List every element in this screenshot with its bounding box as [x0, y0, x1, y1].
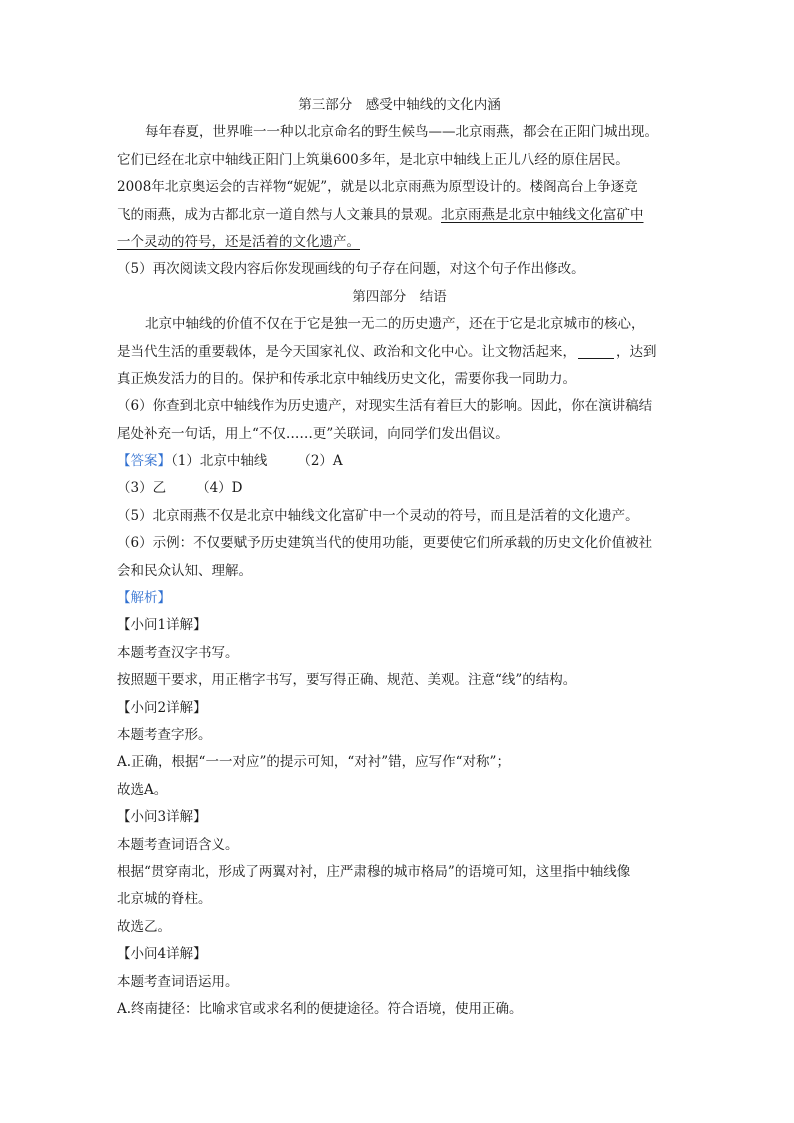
- analysis-line: 本题考查词语运用。: [117, 973, 239, 990]
- paragraph-text: 是当代生活的重要载体，是今天国家礼仪、政治和文化中心。让文物活起来，: [117, 343, 576, 360]
- answer-2: （2）A: [297, 453, 343, 470]
- analysis-line: A.终南捷径：比喻求官或求名利的便捷途径。符合语境，使用正确。: [117, 1000, 523, 1017]
- subquestion-title: 【小问1详解】: [117, 617, 207, 634]
- question-5: （5）再次阅读文段内容后你发现画线的句子存在问题，对这个句子作出修改。: [117, 261, 585, 278]
- analysis-line: A.正确，根据“一一对应”的提示可知，“对衬”错，应写作“对称”；: [117, 754, 510, 771]
- answer-line: [117, 448, 682, 475]
- subquestion-title: 【小问4详解】: [117, 946, 207, 963]
- analysis-line: 北京城的脊柱。: [117, 891, 212, 908]
- paragraph-line: 北京中轴线的价值不仅在于它是独一无二的历史遗产，还在于它是北京城市的核心，: [145, 316, 645, 333]
- answer-3: （3）乙: [117, 480, 167, 497]
- answer-1: （1）北京中轴线: [171, 453, 268, 470]
- paragraph-text: 飞的雨燕，成为古都北京一道自然与人文兼具的景观。: [117, 206, 441, 223]
- analysis-line: 故选乙。: [117, 918, 171, 935]
- paragraph-line: [117, 229, 682, 256]
- subquestion-title: 【小问3详解】: [117, 809, 207, 826]
- question-6: （6）你查到北京中轴线作为历史遗产，对现实生活有着巨大的影响。因此，你在演讲稿结: [117, 398, 653, 415]
- answer-line: [117, 475, 682, 502]
- part4-heading: 第四部分 结语: [352, 288, 447, 305]
- subquestion-title: 【小问2详解】: [117, 699, 207, 716]
- answer-6: （6）示例：不仅要赋予历史建筑当代的使用功能，更要使它们所承载的历史文化价值被社: [117, 535, 653, 552]
- paragraph-line: 它们已经在北京中轴线正阳门上筑巢600多年，是北京中轴线上正儿八经的原住居民。: [117, 151, 629, 168]
- fill-in-blank: [578, 342, 614, 359]
- underlined-sentence: 北京雨燕是北京中轴线文化富矿中: [441, 206, 644, 223]
- question-6-cont: 尾处补充一句话，用上“不仅……更”关联词，向同学们发出倡议。: [117, 425, 509, 442]
- document-content: [117, 92, 682, 1023]
- paragraph-line: 真正焕发活力的目的。保护和传承北京中轴线历史文化，需要你我一同助力。: [117, 370, 576, 387]
- analysis-line: 本题考查词语含义。: [117, 836, 239, 853]
- answer-5: （5）北京雨燕不仅是北京中轴线文化富矿中一个灵动的符号，而且是活着的文化遗产。: [117, 507, 639, 524]
- answer-4: （4）D: [196, 480, 243, 497]
- paragraph-line: [117, 202, 682, 229]
- part3-heading: 第三部分 感受中轴线的文化内涵: [298, 97, 501, 113]
- paragraph-line: 2008年北京奥运会的吉祥物“妮妮”，就是以北京雨燕为原型设计的。楼阁高台上争逐竞: [117, 179, 638, 196]
- underlined-sentence: 一个灵动的符号，还是活着的文化遗产。: [117, 233, 360, 250]
- analysis-line: 按照题干要求，用正楷字书写，要写得正确、规范、美观。注意“线”的结构。: [117, 672, 577, 689]
- paragraph-text: ，达到: [616, 343, 657, 360]
- analysis-line: 故选A。: [117, 781, 168, 798]
- answer-tag: 【答案】: [117, 453, 171, 470]
- analysis-line: 本题考查汉字书写。: [117, 644, 239, 661]
- analysis-line: 本题考查字形。: [117, 726, 212, 743]
- paragraph-line: 每年春夏，世界唯一一种以北京命名的野生候鸟——北京雨燕，都会在正阳门城出现。: [145, 124, 658, 141]
- analysis-line: 根据“贯穿南北，形成了两翼对衬，庄严肃穆的城市格局”的语境可知，这里指中轴线像: [117, 863, 631, 880]
- paragraph-line: [117, 339, 682, 366]
- answer-6-cont: 会和民众认知、理解。: [117, 562, 252, 579]
- analysis-tag: 【解析】: [117, 590, 171, 607]
